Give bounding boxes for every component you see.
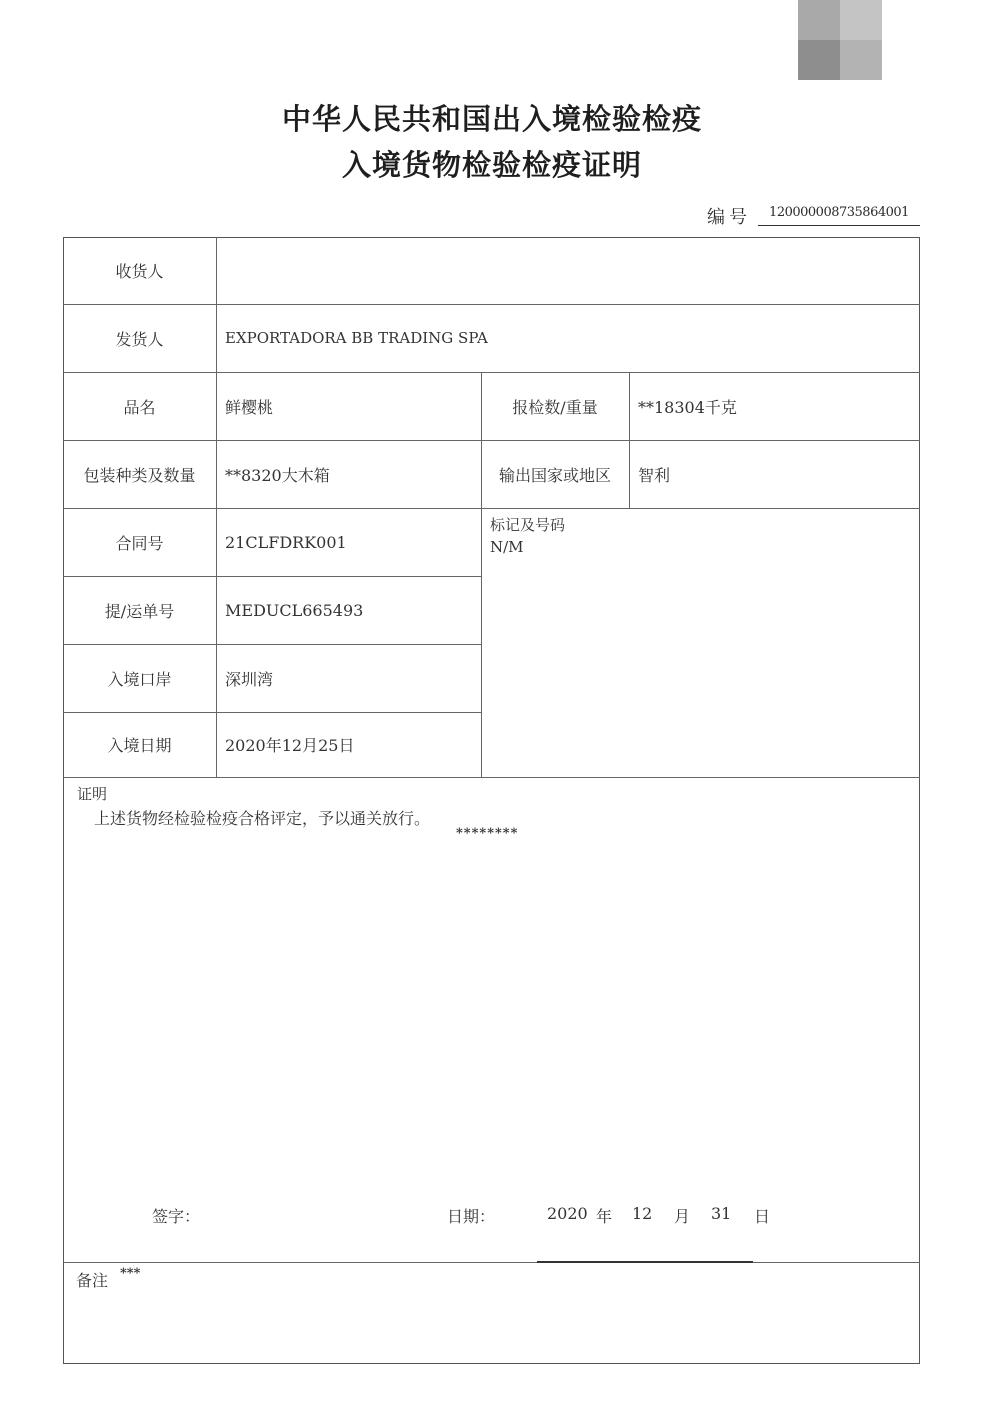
remarks-value: *** [120, 1266, 141, 1281]
qr-code-blurred [798, 0, 882, 80]
date-month-unit: 月 [674, 1207, 691, 1226]
entry-port-label: 入境口岸 [107, 669, 172, 689]
marks-label: 标记及号码 [490, 516, 566, 534]
packing-value: **8320大木箱 [225, 465, 330, 485]
marks-value: N/M [490, 538, 524, 556]
date-label: 日期： [447, 1207, 496, 1226]
certification-stars: ******** [456, 826, 519, 841]
document-subtitle: 入境货物检验检疫证明 [341, 148, 642, 182]
row-divider [63, 777, 920, 778]
product-name-label: 品名 [123, 397, 156, 417]
date-year: 2020 [547, 1204, 588, 1223]
signature-label: 签字： [152, 1207, 201, 1226]
origin-country-value: 智利 [638, 465, 671, 485]
bill-of-lading-label: 提/运单号 [104, 601, 175, 621]
entry-date-label: 入境日期 [107, 736, 172, 755]
signature-underline [537, 1261, 753, 1263]
date-year-unit: 年 [596, 1207, 613, 1226]
certification-label: 证明 [77, 785, 108, 803]
contract-no-label: 合同号 [115, 533, 164, 553]
row-divider [63, 1262, 920, 1263]
consignor-value: EXPORTADORA BB TRADING SPA [225, 329, 488, 347]
remarks-label: 备注 [76, 1271, 109, 1290]
declared-weight-value: **18304千克 [638, 397, 737, 417]
document-title: 中华人民共和国出入境检验检疫 [281, 102, 702, 136]
contract-no-value: 21CLFDRK001 [225, 532, 347, 552]
product-name-value: 鲜樱桃 [225, 397, 274, 417]
bill-of-lading-value: MEDUCL665493 [225, 600, 364, 620]
certification-text: 上述货物经检验检疫合格评定，予以通关放行。 [94, 809, 431, 828]
packing-label: 包装种类及数量 [83, 465, 196, 485]
date-day: 31 [711, 1204, 732, 1223]
consignee-label: 收货人 [115, 262, 164, 281]
certificate-number: 120000008735864001 [758, 205, 920, 226]
certificate-number-label: 编号 [707, 207, 751, 228]
consignor-label: 发货人 [115, 329, 164, 349]
entry-port-value: 深圳湾 [225, 669, 274, 689]
declared-weight-label: 报检数/重量 [512, 397, 598, 417]
entry-date-value: 2020年12月25日 [225, 736, 355, 755]
consignee-value [216, 237, 920, 304]
origin-country-label: 输出国家或地区 [498, 465, 611, 485]
date-day-unit: 日 [754, 1207, 771, 1226]
date-month: 12 [632, 1204, 653, 1223]
